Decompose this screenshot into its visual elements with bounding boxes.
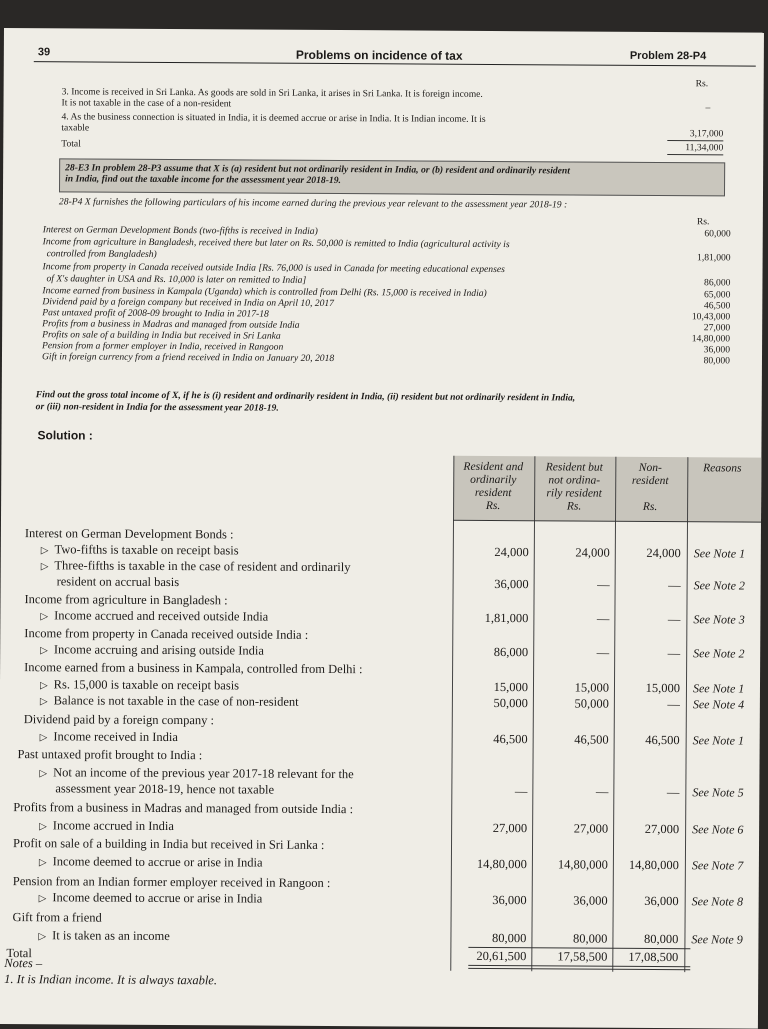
triangle-bullet-icon: ▷	[39, 680, 48, 692]
p4-item-text: Income earned from business in Kampala (Uganda) which is controlled from Delhi (Rs. 15,000 is received in India)	[42, 285, 487, 299]
row-text: Three-fifths is taxable in the case of resident and ordinarily	[54, 558, 351, 575]
row-text: resident on accrual basis	[56, 574, 180, 590]
triangle-bullet-icon: ▷	[40, 645, 48, 657]
row-text: Income accrued and received outside India	[54, 608, 269, 624]
amount-cell: 1,81,000	[484, 610, 529, 626]
amount-cell: —	[595, 784, 609, 799]
row-text: Not an income of the previous year 2017-18 relevant for the	[53, 765, 354, 782]
e3-line2: in India, find out the taxable income for the assessment year 2018-19.	[65, 173, 341, 187]
amount-cell: 50,000	[574, 696, 609, 711]
p4-item-amount: 65,000	[703, 289, 731, 301]
row-text: Income deemed to accrue or arise in India	[52, 854, 263, 870]
column-divider	[684, 457, 688, 972]
amount-cell: —	[666, 785, 680, 800]
row-heading	[18, 747, 203, 763]
row-text: Income deemed to accrue or arise in India	[52, 890, 263, 906]
column-header: Non-	[638, 461, 662, 475]
p4-item-text: controlled from Bangladesh)	[46, 248, 157, 260]
p4-item-amount: 27,000	[703, 322, 731, 334]
column-header: Resident but	[545, 461, 603, 474]
p4-item-text: Dividend paid by a foreign company but received in India on April 10, 2017	[42, 296, 335, 310]
p4-item-amount: 1,81,000	[696, 252, 731, 264]
notes-label: Notes –	[4, 956, 43, 971]
row-description	[39, 890, 263, 906]
row-text: Income accrued in India	[52, 818, 174, 834]
amount-cell: 80,000	[644, 931, 679, 947]
amount-cell: —	[514, 784, 528, 799]
row-text: Profit on sale of a building in India but received in Sri Lanka :	[12, 836, 325, 852]
line3-amount: –	[705, 102, 711, 114]
page-number: 39	[37, 46, 51, 59]
p4-item-amount: 36,000	[703, 344, 731, 356]
triangle-bullet-icon: ▷	[40, 561, 49, 573]
p4-item-amount: 60,000	[704, 228, 731, 240]
amount-cell: 15,000	[574, 680, 610, 695]
amount-cell: 15,000	[493, 680, 529, 695]
reason-cell: See Note 2	[693, 578, 745, 593]
row-description	[41, 558, 351, 575]
row-description	[55, 781, 274, 797]
solution-label: Solution :	[37, 428, 93, 443]
triangle-bullet-icon: ▷	[39, 732, 48, 744]
row-text: Balance is not taxable in the case of non-resident	[53, 693, 299, 709]
row-description	[39, 818, 174, 834]
reason-cell: See Note 1	[692, 681, 745, 696]
row-description	[39, 854, 263, 870]
row-text: Income from agriculture in Bangladesh :	[24, 592, 228, 608]
total-label-top: Total	[61, 138, 81, 150]
p4-item-text: Pension from a former employer in India, received in Rangoon	[42, 340, 284, 353]
column-header: rily resident	[546, 487, 602, 500]
triangle-bullet-icon: ▷	[40, 545, 49, 557]
row-heading	[13, 800, 353, 817]
rule	[667, 154, 723, 155]
p4-item-text: Gift in foreign currency from a friend received in India on January 20, 2018	[41, 351, 335, 365]
reason-cell: See Note 8	[691, 894, 744, 909]
column-header: Reasons	[703, 462, 742, 475]
row-description	[39, 765, 353, 782]
row-text: It is taken as an income	[52, 928, 170, 944]
e3-line1: 28-E3 In problem 28-P3 assume that X is (a) resident but not ordinarily resident in India, or (b) resident and ordinarily resident	[65, 162, 570, 177]
row-text: assessment year 2018-19, hence not taxable	[55, 781, 275, 797]
amount-cell: 14,80,000	[476, 856, 527, 872]
line4a: 4. As the business connection is situated in India, it is deemed accrue or arise in India. It is Indian income. It is	[61, 111, 486, 125]
column-header: resident	[474, 486, 512, 500]
column-header: not ordina-	[548, 474, 601, 487]
row-description	[41, 542, 239, 558]
amount-cell: —	[667, 646, 681, 661]
amount-cell: —	[596, 611, 610, 626]
row-text: Profits from a business in Madras and managed from outside India :	[13, 800, 354, 817]
row-description	[57, 574, 180, 590]
amount-cell: 36,000	[492, 892, 527, 908]
reason-cell: See Note 4	[692, 697, 745, 712]
p4-item-amount: 86,000	[704, 277, 731, 289]
row-text: Dividend paid by a foreign company :	[23, 712, 215, 728]
amount-cell: 46,500	[493, 732, 528, 747]
p4-item-text: Past untaxed profit of 2008-09 brought to India in 2017-18	[42, 307, 269, 320]
row-text: Income earned from a business in Kampala, controlled from Delhi :	[24, 660, 363, 677]
row-description	[40, 693, 299, 710]
amount-cell: 36,000	[494, 577, 529, 592]
column-header: Rs.	[566, 500, 582, 513]
total-double-rule	[468, 968, 690, 970]
amount-cell: —	[597, 577, 610, 592]
row-description	[40, 642, 264, 658]
reason-cell: See Note 2	[693, 646, 745, 661]
row-text: Income received in India	[53, 729, 179, 745]
column-header: Resident and	[463, 460, 524, 474]
amount-cell: 36,000	[644, 893, 679, 909]
amount-cell: 36,000	[573, 893, 608, 908]
triangle-bullet-icon: ▷	[39, 821, 47, 833]
p4-item-text: Profits from a business in Madras and managed from outside India	[42, 318, 300, 331]
line4-amount: 3,17,000	[689, 128, 724, 140]
reason-cell: See Note 6	[692, 822, 744, 837]
row-heading	[13, 874, 331, 891]
reason-cell: See Note 9	[691, 932, 743, 947]
line3a: 3. Income is received in Sri Lanka. As goods are sold in Sri Lanka, it arises in Sri Lanka. It is foreign income.	[61, 86, 483, 100]
row-text: Income from property in Canada received outside India :	[24, 626, 309, 642]
row-description	[40, 608, 268, 624]
row-text: Pension from an Indian former employer received in Rangoon :	[12, 874, 331, 891]
p4-item-amount: 10,43,000	[691, 311, 731, 323]
question-line2: or (iii) non-resident in India for the assessment year 2018-19.	[35, 401, 279, 414]
reason-cell: See Note 7	[691, 858, 744, 873]
question-line1: Find out the gross total income of X, if he is (i) resident and ordinarily resident in India, (ii) resident but not ordinarily resident in India,	[35, 389, 576, 404]
row-description	[38, 928, 169, 944]
triangle-bullet-icon: ▷	[39, 696, 48, 708]
textbook-page	[0, 28, 764, 1029]
amount-cell: 14,80,000	[628, 857, 679, 873]
triangle-bullet-icon: ▷	[38, 857, 47, 869]
row-text: Rs. 15,000 is taxable on receipt basis	[53, 677, 240, 693]
reason-cell: See Note 1	[693, 546, 746, 561]
triangle-bullet-icon: ▷	[39, 768, 48, 780]
line3b: It is not taxable in the case of a non-resident	[61, 97, 232, 110]
amount-cell: 46,500	[574, 732, 609, 747]
row-heading	[24, 626, 308, 643]
amount-cell: —	[668, 578, 681, 593]
total-double-rule	[468, 965, 690, 967]
column-header: Rs.	[485, 499, 501, 513]
problem-label: Problem 28-P4	[629, 49, 707, 63]
amount-cell: 24,000	[575, 545, 610, 560]
row-text: Two-fifths is taxable on receipt basis	[54, 542, 239, 558]
row-text: Gift from a friend	[12, 910, 102, 925]
amount-cell: 15,000	[645, 680, 681, 696]
amount-cell: 86,000	[493, 645, 529, 660]
p4-item-text: Interest on German Development Bonds (two-fifths is received in India)	[42, 224, 318, 237]
row-description	[40, 677, 239, 693]
p4-item-amount: 80,000	[703, 355, 731, 367]
column-header: Rs.	[642, 500, 658, 513]
row-heading	[24, 592, 227, 608]
row-heading	[25, 526, 234, 542]
total-amount: 17,58,500	[557, 949, 608, 964]
rs-label-p4: Rs.	[696, 216, 710, 228]
amount-cell: 50,000	[493, 696, 528, 711]
line4b: taxable	[61, 122, 90, 134]
total-amount-top: 11,34,000	[685, 142, 724, 154]
row-heading	[24, 712, 214, 728]
note-1: 1. It is Indian income. It is always taxable.	[4, 972, 218, 988]
running-title: Problems on incidence of tax	[295, 47, 463, 63]
p4-item-text: Income from property in Canada received outside India [Rs. 76,000 is used in Canada for meeting educational expenses	[42, 261, 505, 276]
p4-item-amount: 46,500	[703, 300, 731, 312]
rs-label-top: Rs.	[695, 78, 709, 90]
total-amount: 20,61,500	[476, 948, 527, 964]
row-heading	[13, 910, 102, 926]
amount-cell: 80,000	[573, 931, 608, 946]
reason-cell: See Note 1	[692, 733, 745, 748]
amount-cell: —	[596, 645, 610, 660]
p4-item-text: of X's daughter in USA and Rs. 10,000 is later on remitted to India]	[46, 273, 307, 286]
amount-cell: 46,500	[645, 732, 680, 748]
amount-cell: —	[667, 612, 681, 627]
amount-cell: 27,000	[492, 821, 528, 836]
column-header: ordinarily	[470, 473, 517, 487]
triangle-bullet-icon: ▷	[40, 611, 49, 623]
row-description	[40, 729, 178, 745]
reason-cell: See Note 5	[692, 785, 744, 800]
amount-cell: 27,000	[644, 821, 680, 837]
reason-cell: See Note 3	[693, 612, 745, 627]
amount-cell: 27,000	[573, 821, 609, 836]
row-heading	[24, 660, 363, 677]
row-text: Interest on German Development Bonds :	[24, 526, 234, 542]
amount-cell: 80,000	[492, 930, 527, 946]
triangle-bullet-icon: ▷	[38, 893, 47, 905]
row-text: Past untaxed profit brought to India :	[17, 747, 203, 763]
row-text: Income accruing and arising outside India	[53, 642, 264, 658]
triangle-bullet-icon: ▷	[38, 931, 47, 943]
amount-cell: 14,80,000	[557, 857, 608, 872]
p4-item-amount: 14,80,000	[691, 333, 731, 345]
column-header: resident	[631, 474, 669, 488]
amount-cell: —	[667, 697, 680, 712]
p4-item-text: Profits on sale of a building in India but received in Sri Lanka	[42, 329, 281, 342]
row-heading	[13, 836, 324, 853]
amount-cell: 24,000	[494, 545, 529, 560]
total-amount: 17,08,500	[628, 949, 679, 965]
amount-cell: 24,000	[646, 545, 681, 561]
p4-intro: 28-P4 X furnishes the following particulars of his income earned during the previous year relevant to the assessment year 2018-19 :	[58, 196, 568, 211]
p4-item-text: Income from agriculture in Bangladesh, received there but later on Rs. 50,000 is remitted to India (agricultural activity is	[42, 236, 510, 251]
total-label: Total	[6, 946, 32, 961]
